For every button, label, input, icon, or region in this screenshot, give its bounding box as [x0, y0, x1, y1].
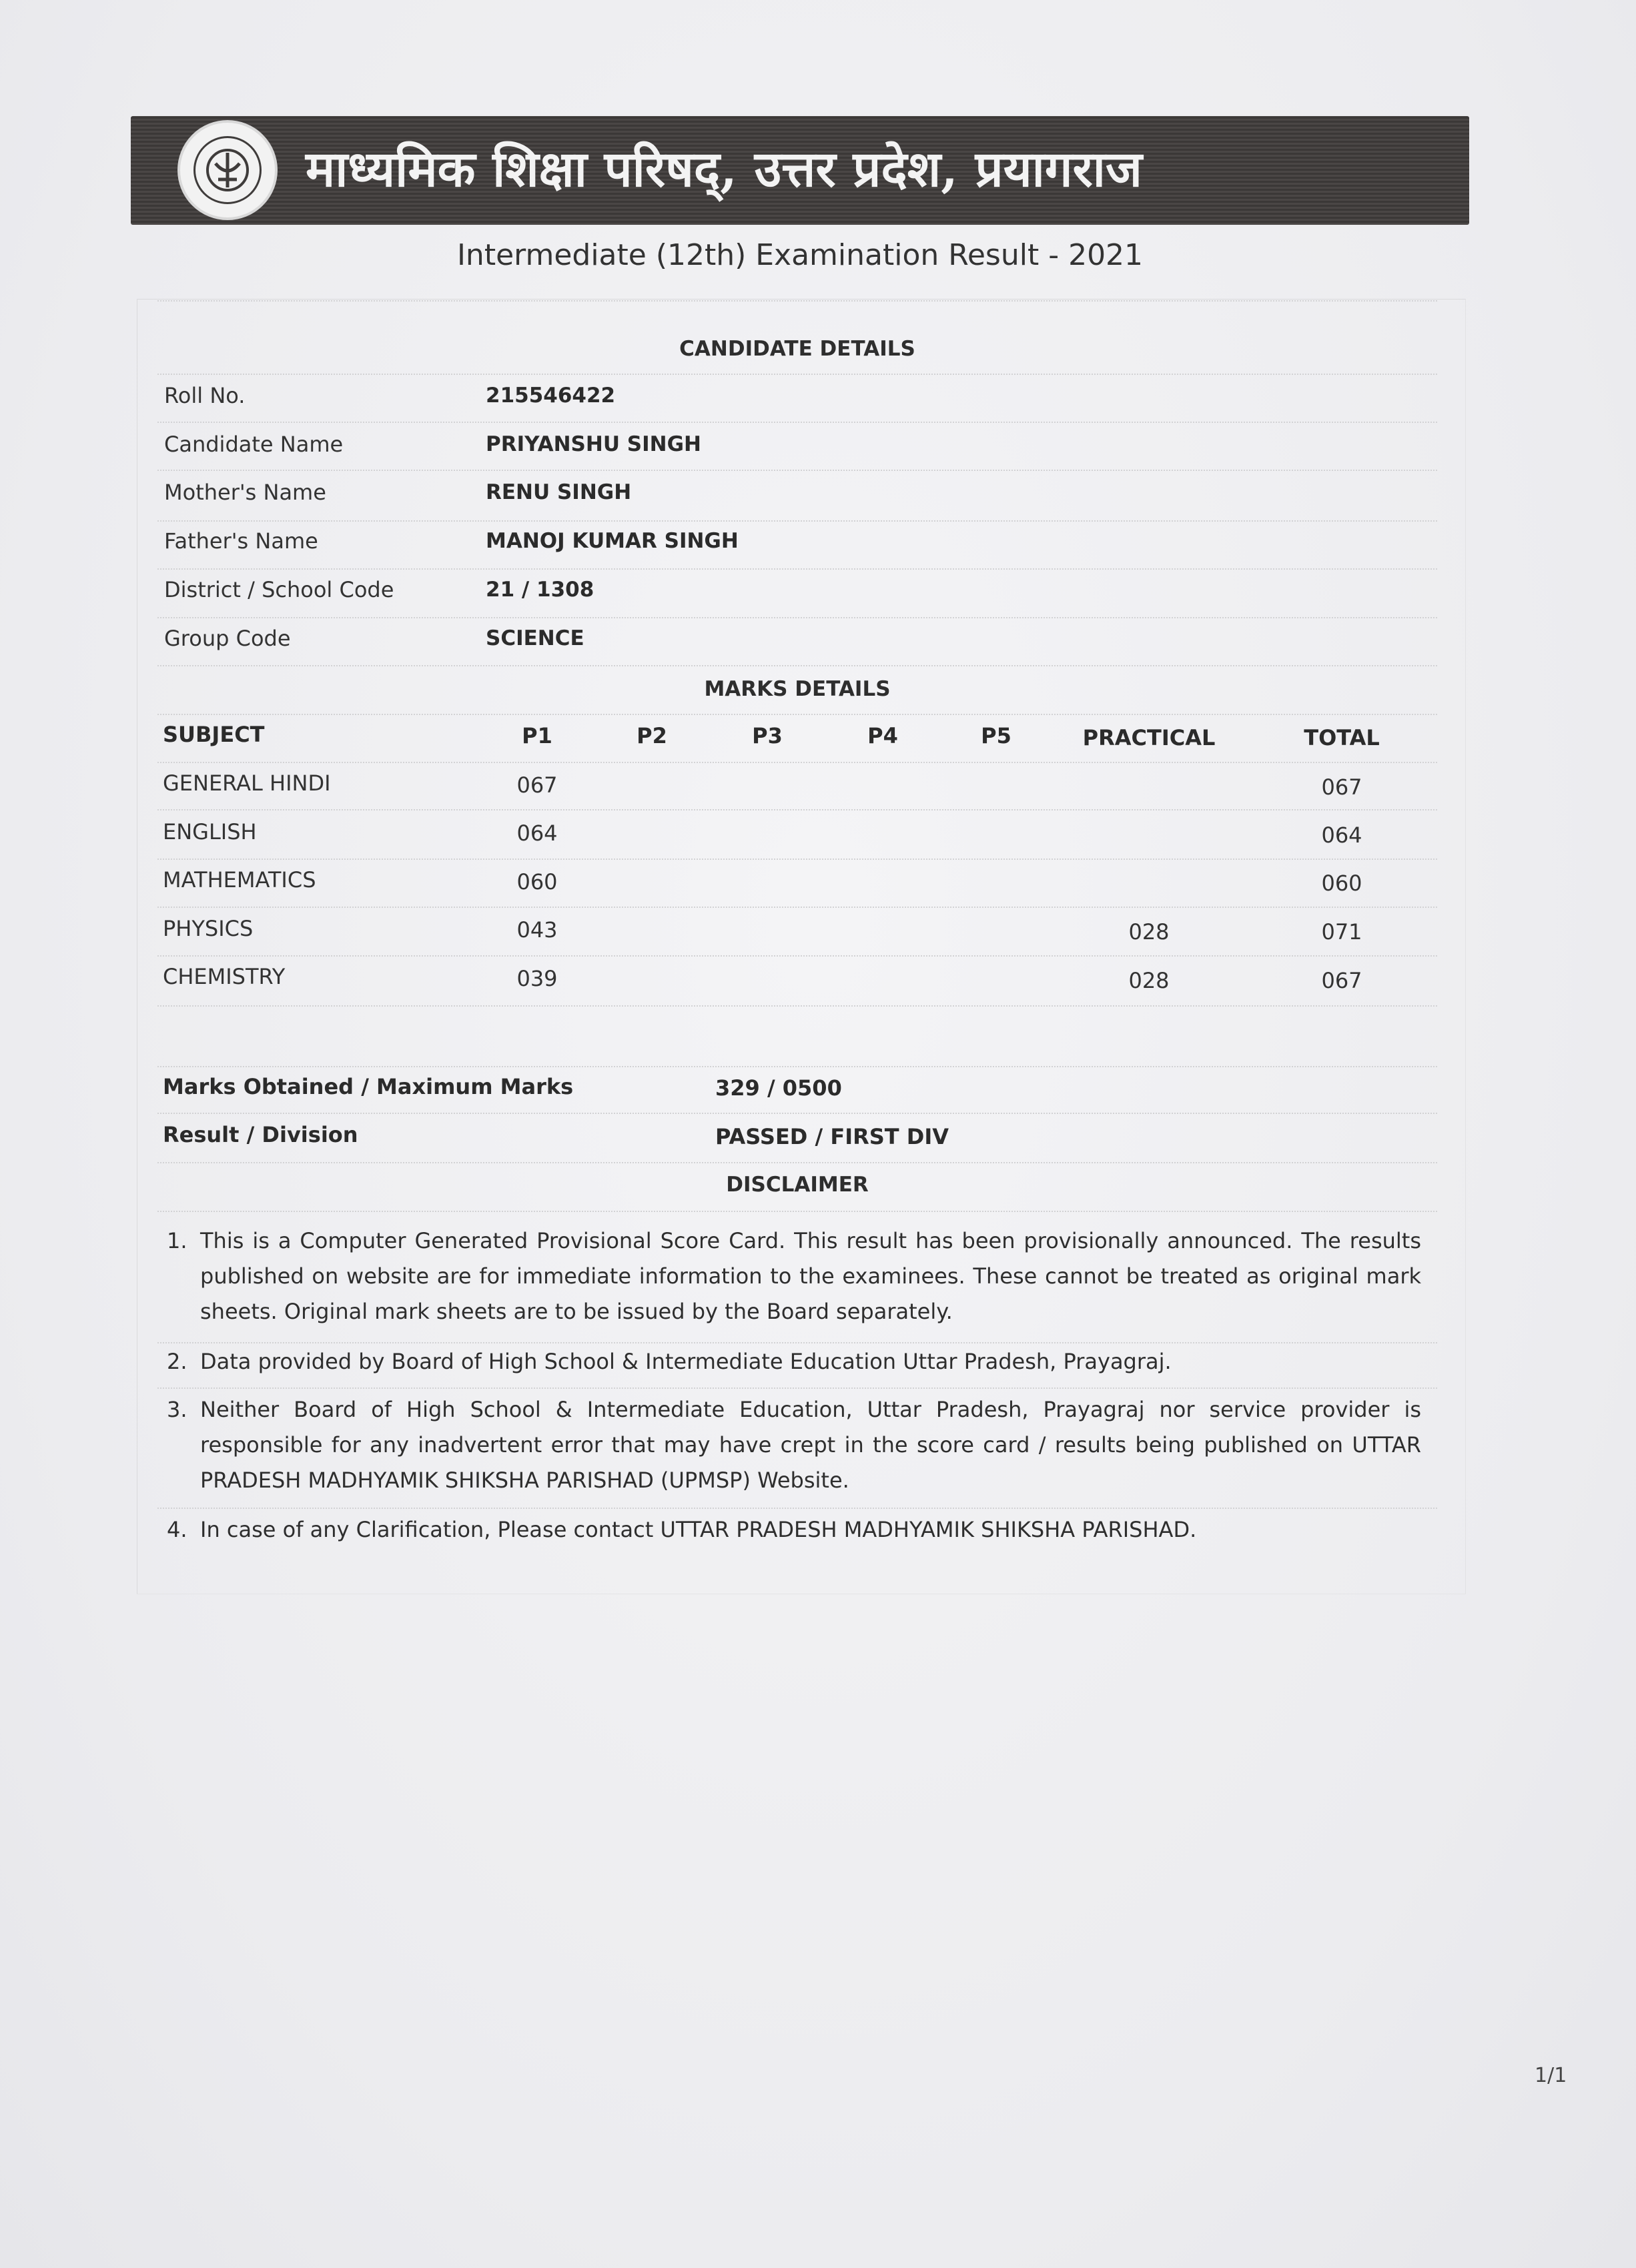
- divider: [157, 1113, 1437, 1114]
- subject-cell: GENERAL HINDI: [163, 770, 331, 796]
- divider: [157, 665, 1437, 666]
- divider: [157, 300, 1437, 302]
- disclaimer-title: DISCLAIMER: [726, 1173, 869, 1197]
- disclaimer-text: Data provided by Board of High School & Intermediate Education Uttar Pradesh, Prayagraj.: [200, 1349, 1172, 1374]
- disclaimer-text: In case of any Clarification, Please contact UTTAR PRADESH MADHYAMIK SHIKSHA PARISHAD.: [200, 1517, 1197, 1542]
- p1-cell: 064: [516, 820, 558, 846]
- exam-title: Intermediate (12th) Examination Result - 2021: [456, 238, 1144, 272]
- district-school-code-label: District / School Code: [164, 577, 394, 602]
- disclaimer-item: [167, 1223, 1421, 1329]
- total-cell: 060: [1321, 871, 1362, 896]
- father-name-value: MANOJ KUMAR SINGH: [486, 529, 739, 553]
- p1-cell: 043: [516, 917, 558, 943]
- subject-cell: ENGLISH: [163, 819, 257, 844]
- board-seal-logo: [177, 120, 278, 220]
- column-header-total: TOTAL: [1304, 725, 1380, 750]
- divider: [157, 809, 1437, 810]
- column-header-p2: P2: [637, 723, 667, 748]
- practical-cell: 028: [1128, 968, 1170, 993]
- roll-no-value: 215546422: [486, 384, 616, 408]
- divider: [157, 422, 1437, 423]
- district-school-code-value: 21 / 1308: [486, 578, 594, 602]
- candidate-name-value: PRIYANSHU SINGH: [486, 432, 701, 456]
- disclaimer-number: 4.: [167, 1517, 187, 1542]
- divider: [157, 1342, 1437, 1343]
- father-name-label: Father's Name: [164, 528, 318, 554]
- result-division-value: PASSED / FIRST DIV: [715, 1124, 949, 1149]
- divider: [157, 1387, 1437, 1389]
- practical-cell: 028: [1128, 919, 1170, 945]
- divider: [157, 617, 1437, 618]
- divider: [157, 1005, 1437, 1007]
- total-cell: 067: [1321, 774, 1362, 800]
- divider: [157, 1508, 1437, 1509]
- disclaimer-number: 3.: [167, 1397, 187, 1422]
- column-header-subject: SUBJECT: [163, 722, 265, 747]
- subject-cell: MATHEMATICS: [163, 867, 316, 893]
- subject-cell: PHYSICS: [163, 916, 254, 941]
- disclaimer-item: [167, 1344, 1421, 1379]
- p1-cell: 067: [516, 772, 558, 798]
- candidate-details-title: CANDIDATE DETAILS: [679, 337, 915, 361]
- divider: [157, 1211, 1437, 1212]
- mother-name-value: RENU SINGH: [486, 480, 632, 504]
- disclaimer-number: 2.: [167, 1349, 187, 1374]
- divider: [157, 568, 1437, 570]
- p1-cell: 060: [516, 869, 558, 895]
- divider: [157, 1162, 1437, 1163]
- divider: [157, 1066, 1437, 1067]
- mother-name-label: Mother's Name: [164, 480, 326, 505]
- disclaimer-item: [167, 1512, 1421, 1548]
- total-cell: 064: [1321, 822, 1362, 848]
- disclaimer-item: [167, 1392, 1421, 1498]
- divider: [157, 859, 1437, 860]
- disclaimer-number: 1.: [167, 1228, 187, 1253]
- divider: [157, 520, 1437, 522]
- divider: [157, 907, 1437, 908]
- divider: [157, 714, 1437, 715]
- divider: [157, 470, 1437, 471]
- roll-no-label: Roll No.: [164, 383, 246, 408]
- result-division-label: Result / Division: [163, 1122, 358, 1147]
- total-cell: 067: [1321, 968, 1362, 993]
- group-code-label: Group Code: [164, 626, 291, 651]
- divider: [157, 762, 1437, 763]
- total-cell: 071: [1321, 919, 1362, 945]
- disclaimer-text: This is a Computer Generated Provisional Score Card. This result has been provisionally announced. The results published on website are for immediate information to the examinees. These cannot be treated as original mark sheets. Original mark sheets are to be issued by the Board separately.: [200, 1228, 1421, 1324]
- marks-obtained-label: Marks Obtained / Maximum Marks: [163, 1074, 574, 1099]
- column-header-p3: P3: [752, 723, 783, 748]
- page-number: 1/1: [1535, 2064, 1567, 2087]
- p1-cell: 039: [516, 966, 558, 991]
- column-header-p4: P4: [867, 723, 898, 748]
- group-code-value: SCIENCE: [486, 626, 584, 650]
- subject-cell: CHEMISTRY: [163, 964, 286, 989]
- divider: [157, 955, 1437, 957]
- disclaimer-text: Neither Board of High School & Intermediate Education, Uttar Pradesh, Prayagraj nor service provider is responsible for any inadvertent error that may have crept in the score card / results being published on UTTAR PRADESH MADHYAMIK SHIKSHA PARISHAD (UPMSP) Website.: [200, 1397, 1421, 1493]
- column-header-p1: P1: [522, 723, 552, 748]
- column-header-practical: PRACTICAL: [1082, 725, 1216, 750]
- board-header-banner: [131, 116, 1469, 225]
- marks-obtained-value: 329 / 0500: [715, 1075, 842, 1101]
- column-header-p5: P5: [981, 723, 1011, 748]
- board-name-hindi: माध्यमिक शिक्षा परिषद्, उत्तर प्रदेश, प्रयागराज: [306, 141, 1142, 198]
- marks-details-title: MARKS DETAILS: [704, 677, 891, 701]
- divider: [157, 374, 1437, 375]
- candidate-name-label: Candidate Name: [164, 432, 344, 457]
- seal-emblem-icon: [193, 136, 262, 204]
